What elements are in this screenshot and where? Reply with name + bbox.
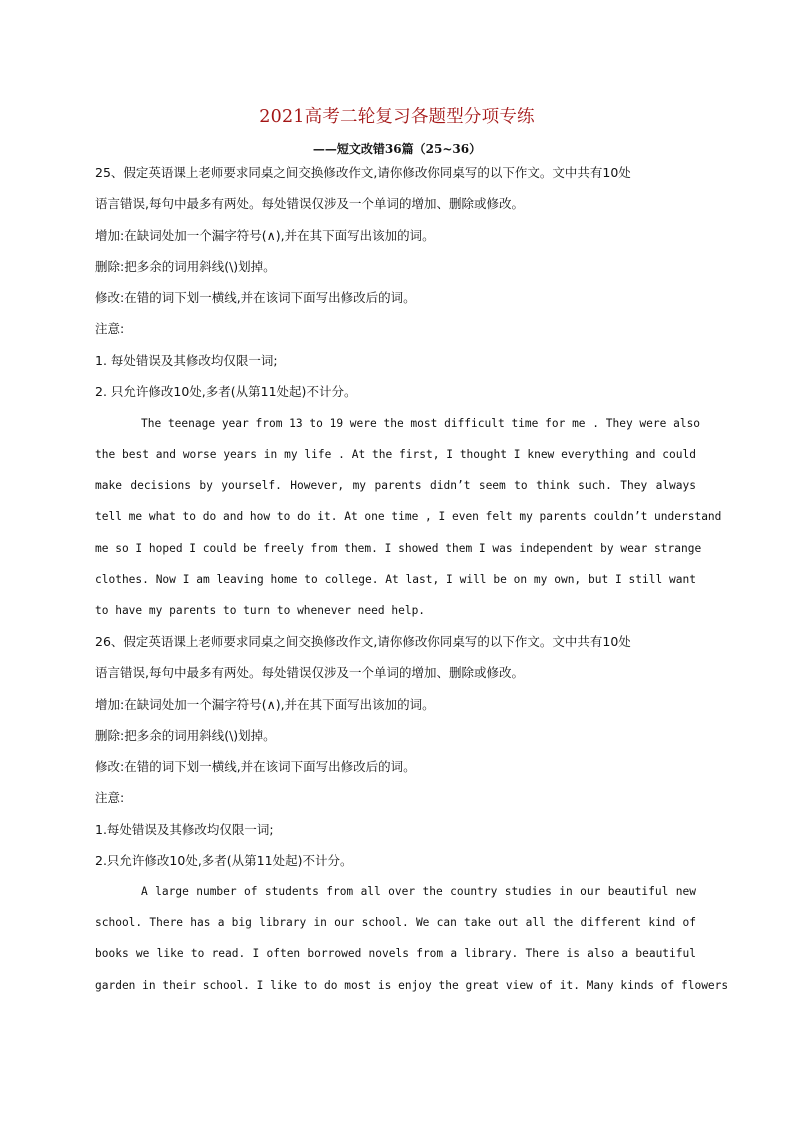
q26-instruction-line-2: 语言错误,每句中最多有两处。每处错误仅涉及一个单词的增加、删除或修改。 [95, 665, 524, 680]
q26-instruction-line-1: 26、假定英语课上老师要求同桌之间交换修改作文,请你修改你同桌写的以下作文。文中共有10处 [95, 634, 631, 649]
q25-note-heading: 注意: [95, 321, 125, 336]
q25-note-2: 2. 只允许修改10处,多者(从第11处起)不计分。 [95, 384, 357, 399]
q25-add-rule: 增加:在缺词处加一个漏字符号(∧),并在其下面写出该加的词。 [95, 228, 435, 243]
q25-passage-line: make decisions by yourself. However, my parents didn’t seem to think such. They always [95, 479, 696, 492]
q26-passage-line: garden in their school. I like to do most is enjoy the great view of it. Many kinds of flowers [95, 979, 729, 992]
q26-modify-rule: 修改:在错的词下划一横线,并在该词下面写出修改后的词。 [95, 759, 416, 774]
q26-note-2: 2.只允许修改10处,多者(从第11处起)不计分。 [95, 853, 353, 868]
q25-instruction-line-2: 语言错误,每句中最多有两处。每处错误仅涉及一个单词的增加、删除或修改。 [95, 196, 524, 211]
q26-passage-line: books we like to read. I often borrowed novels from a library. There is also a beautiful [95, 947, 696, 960]
q26-note-1: 1.每处错误及其修改均仅限一词; [95, 822, 274, 837]
q25-passage-line: tell me what to do and how to do it. At one time , I even felt my parents couldn’t understand [95, 510, 722, 523]
q25-passage-line: me so I hoped I could be freely from them. I showed them I was independent by wear strange [95, 542, 702, 555]
page-subtitle: ——短文改错36篇（25~36） [312, 142, 482, 156]
q26-passage-line: school. There has a big library in our school. We can take out all the different kind of [95, 916, 696, 929]
q25-passage-line: clothes. Now I am leaving home to college. At last, I will be on my own, but I still want [95, 573, 696, 586]
q25-passage-line: The teenage year from 13 to 19 were the most difficult time for me . They were also [141, 417, 701, 430]
q25-passage-line: to have my parents to turn to whenever need help. [95, 604, 426, 617]
q25-instruction-line-1: 25、假定英语课上老师要求同桌之间交换修改作文,请你修改你同桌写的以下作文。文中共有10处 [95, 165, 631, 180]
q25-passage-line: the best and worse years in my life . At the first, I thought I knew everything and could [95, 448, 696, 461]
q26-passage-line: A large number of students from all over the country studies in our beautiful new [141, 885, 696, 898]
q25-note-1: 1. 每处错误及其修改均仅限一词; [95, 353, 278, 368]
page-title: 2021高考二轮复习各题型分项专练 [259, 107, 535, 127]
q25-modify-rule: 修改:在错的词下划一横线,并在该词下面写出修改后的词。 [95, 290, 416, 305]
q26-add-rule: 增加:在缺词处加一个漏字符号(∧),并在其下面写出该加的词。 [95, 697, 435, 712]
q26-delete-rule: 删除:把多余的词用斜线(\)划掉。 [95, 728, 276, 743]
q25-delete-rule: 删除:把多余的词用斜线(\)划掉。 [95, 259, 276, 274]
q26-note-heading: 注意: [95, 790, 125, 805]
